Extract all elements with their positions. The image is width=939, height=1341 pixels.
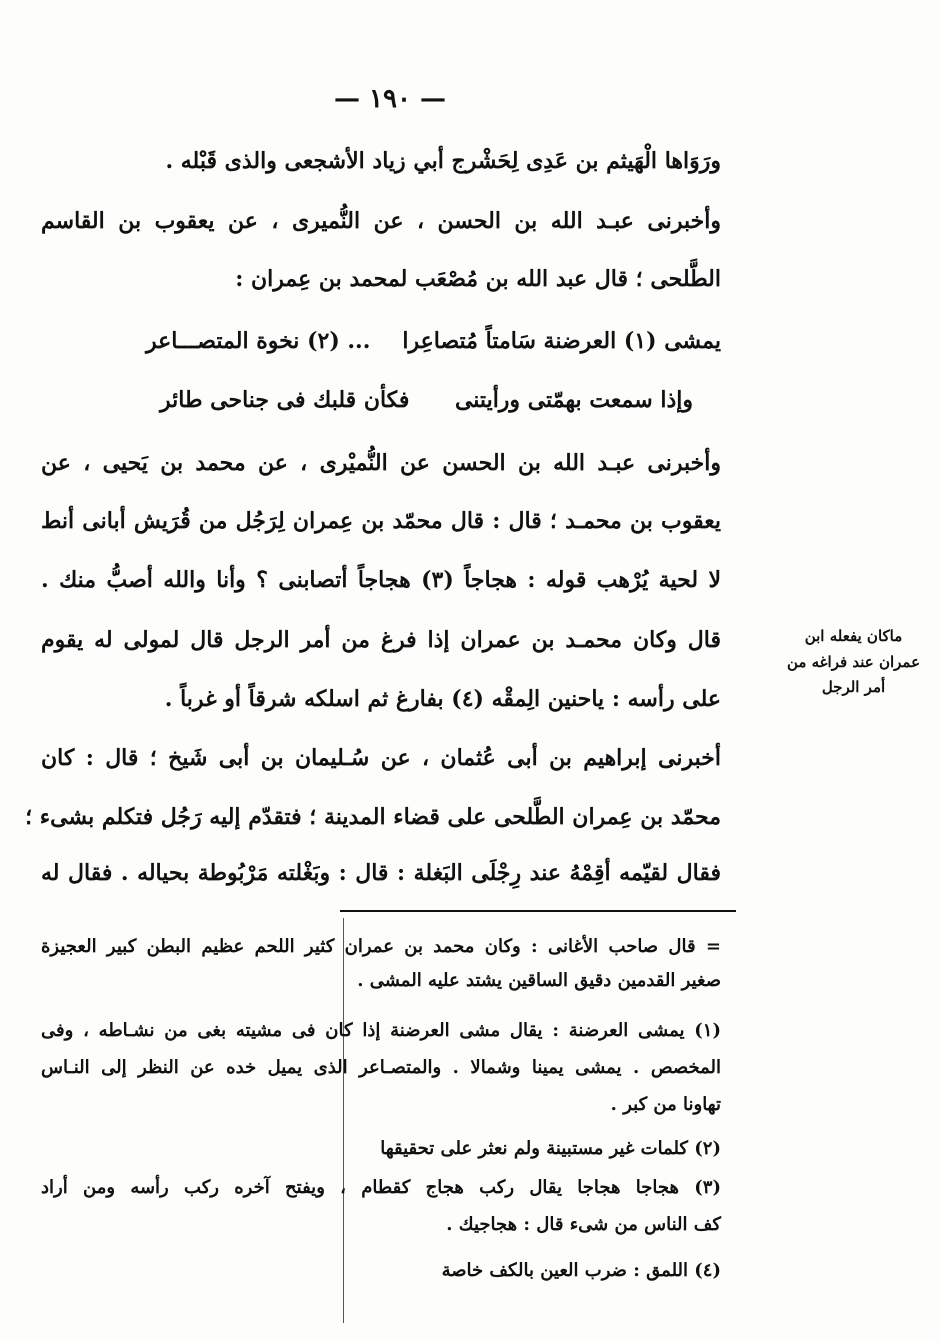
footnote-line: (٢) كلمات غير مستبينة ولم نعثر على تحقيقها [380,1138,721,1159]
body-line: أخبرنى إبراهيم بن أبى عُثمان ، عن سُـليمان بن أبى شَيخ ؛ قال : كان [41,745,721,771]
footnote-line: (٤) اللمق : ضرب العين بالكف خاصة [441,1260,721,1281]
footnote-line: (٣) هجاجا هجاجا يقال ركب هجاج كقطام ، ويفتح آخره ركب رأسه ومن أراد [41,1177,721,1198]
scan-crease-line [343,918,344,1323]
body-line: فقال لقيّمه أقِمْهُ عند رِجْلَى البَغلة : قال : وبَغْلته مَرْبُوطة بحياله . فقال له [41,860,721,886]
body-line: يعقوب بن محمـد ؛ قال : قال محمّد بن عِمران لِرَجُل من قُرَيش أبانى أنط [41,508,721,534]
body-line: ورَوَاها الْهَيثم بن عَدِى لِحَشْرج أبي زياد الأشجعى والذى قَبْله . [165,148,721,174]
poem-hemistich-first: يمشى (١) العرضنة سَامتاً مُتصاعِرا [402,328,721,354]
body-line: الطَّلحى ؛ قال عبد الله بن مُصْعَب لمحمد بن عِمران : [235,266,721,292]
margin-note: ماكان يفعله ابن عمران عند فراغه من أمر الرجل [786,627,921,696]
footnote-line: = قال صاحب الأغانى : وكان محمد بن عمران كثير اللحم عظيم البطن كبير العجيزة [41,936,721,957]
footnote-line: (١) يمشى العرضنة : يقال مشى العرضنة إذا كان فى مشيته بغى من نشـاطه ، وفى [41,1020,721,1041]
footnote-line: تهاونا من كبر . [610,1094,721,1115]
footnote-separator [340,910,736,912]
poem-hemistich-second: فكأن قلبك فى جناحى طائر [160,387,410,413]
body-line: وأخبرنى عبـد الله بن الحسن ، عن النُّميرى ، عن يعقوب بن القاسم [41,208,721,234]
body-line: لا لحية يُرْهب قوله : هجاجاً (٣) هجاجاً أتصابنى ؟ وأنا والله أصبُّ منك . [41,567,721,593]
footnote-line: المخصص . يمشى يمينا وشمالا . والمتصـاعر الذى يميل خده عن النظر إلى النـاس [41,1057,721,1078]
poem-hemistich-second: ... (٢) نخوة المتصـــاعر [146,328,371,354]
body-line: وأخبرنى عبـد الله بن الحسن عن النُّميْرى ، عن محمد بن يَحيى ، عن [41,450,721,476]
body-line: على رأسه : ياحنين الِمقْه (٤) بفارغ ثم اسلكه شرقاً أو غرباً . [164,686,721,712]
body-line: قال وكان محمـد بن عمران إذا فرغ من أمر الرجل قال لمولى له يقوم [41,627,721,653]
page-number: — ١٩٠ — [333,84,447,114]
footnote-line: كف الناس من شىء قال : هجاجيك . [446,1214,721,1235]
body-line: محمّد بن عِمران الطَّلحى على قضاء المدينة ؛ فتقدّم إليه رَجُل فتكلم بشىء ؛ [25,804,721,830]
footnote-line: صغير القدمين دقيق الساقين يشتد عليه المشى . [357,970,721,991]
poem-hemistich-first: وإذا سمعت بهمّتى ورأيتنى [454,387,693,413]
